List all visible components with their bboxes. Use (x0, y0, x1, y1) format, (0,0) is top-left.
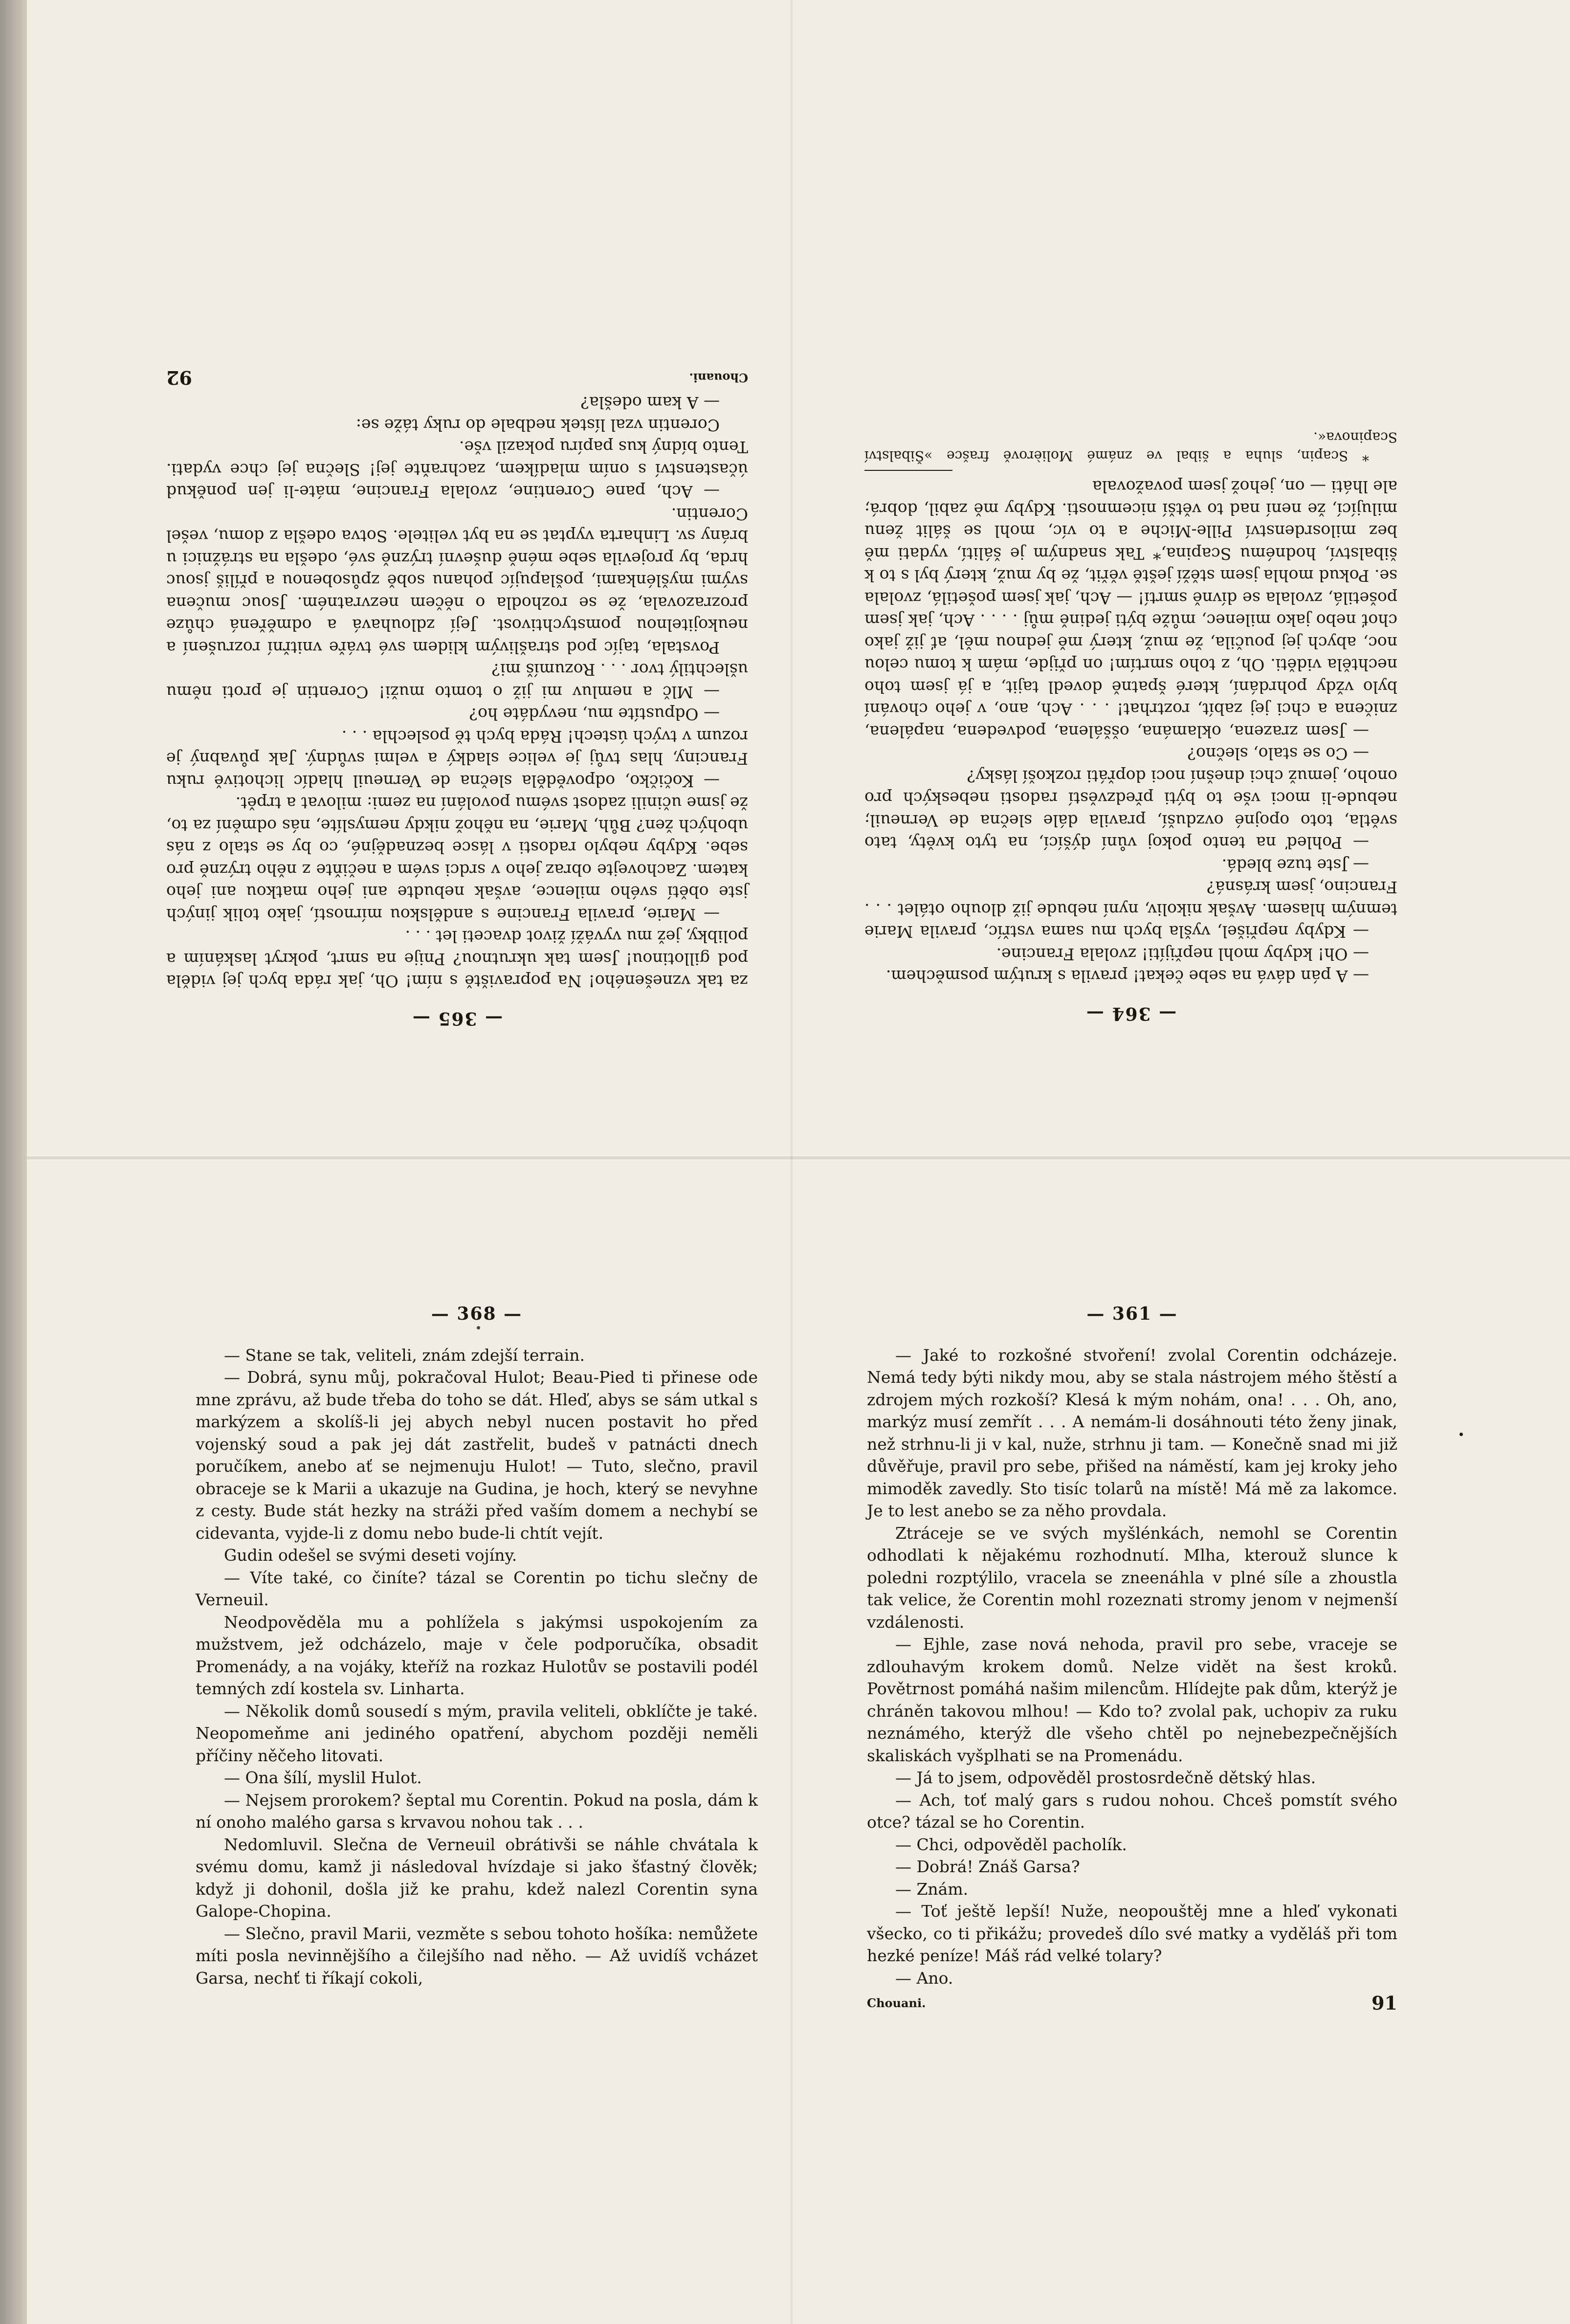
paragraph: — Odpustíte mu, nevydáte ho? (469, 705, 720, 724)
paragraph: — Kočičko, odpověděla slečna de Verneuil hladíc lichotivě ruku Franciny, hlas tvůj je velice sladký a velmi svůdný. Jak půvabný je rozum v tvých ústech! Ráda bych tě poslechla . . . (166, 727, 748, 791)
signature-mark: Chouani. (867, 1996, 926, 2010)
paragraph: — Toť ještě lepší! Nuže, neopouštěj mne a hleď vykonati všecko, co ti přikážu; provedeš dílo své matky a vyděláš při tom hezké peníze! Máš rád velké tolary? (867, 1902, 1397, 1965)
paragraph: — Mlč a nemluv mi již o tomto muži! Corentin je proti němu ušlechtilý tvor . . . Rozumíš mi? (166, 660, 748, 702)
paragraph: Gudin odešel se svými deseti vojíny. (224, 1546, 517, 1565)
horizontal-fold (27, 1156, 1570, 1159)
paragraph: — Co se stalo, slečno? (1187, 744, 1369, 764)
paragraph: — Chci, odpověděl pacholík. (895, 1835, 1127, 1854)
page-361 (867, 1303, 1397, 2071)
page-number: — 368 — (431, 1304, 523, 1324)
paragraph: Povstala, tajíc pod strašlivým klidem své tváře vnitřní rozrušení a neukojitelnou pomstychtivost. Její zdlouhavá a odměřená chůze prozrazovala, že se rozhodla o něčem nezvratném. Jsouc mučena svými myšlénkami, pošlapujíc pohanu sobě způsobenou a příliš jsouc hrda, by projevila sebe méně duševní trýzně své, odešla na strážnici u brány sv. Linharta vyptat se na byt velitele. Sotva odešla z domu, vešel Corentin. (166, 505, 748, 657)
paragraph: — Ach, pane Corentine, zvolala Francine, máte-li jen poněkud účastenství s oním mladíkem, zachraňte jej! Slečna jej chce vydati. Tento bídný kus papíru pokazil vše. (166, 438, 748, 502)
paragraph: — A kam odešla? (580, 393, 720, 413)
book-binding-edge (0, 0, 27, 2324)
page-368 (196, 1303, 758, 2154)
footnote-rule (864, 470, 952, 471)
footnote: * Scapin, sluha a šibal ve známé Molièrově frašce »Šibalství Scapinova«. (864, 429, 1397, 464)
paragraph: — Oh! kdyby mohl nepřijíti! zvolala Francine. (996, 945, 1369, 964)
paragraph: — Ona šílí, myslil Hulot. (224, 1768, 422, 1787)
page-footer (166, 367, 748, 389)
paragraph: — A pán dává na sebe čekat! pravila s krutým posměchem. (885, 967, 1369, 986)
paragraph: — Několik domů sousedí s mým, pravila veliteli, obklíčte je také. Neopomeňme ani jediného opatření, abychom později neměli příčiny něčeho litovati. (196, 1701, 758, 1765)
paragraph: Nedomluvil. Slečna de Verneuil obrátivši se náhle chvátala k svému domu, kamž ji následoval hvízdaje si jako šťastný člověk; když ji dohonil, došla již ke prahu, kdež nalezl Corentin syna Galope-Chopina. (196, 1835, 758, 1921)
paragraph: — Slečno, pravil Marii, vezměte s sebou tohoto hošíka: nemůžete míti posla nevinnějšího a čilejšího nad něho. — Až uvidíš vcházet Garsa, nechť ti říkají cokoli, (196, 1924, 758, 1988)
paragraph: za tak vznešeného! Na popraviště s ním! Oh, jak ráda bych jej viděla pod gillotinou! Jsem tak ukrutnou? Pnije na smrt, pokryt laskáním a polibky, jež mu vyváží život dvaceti let . . . (166, 927, 748, 991)
page-number: — 361 — (1086, 1304, 1178, 1324)
paragraph: — Pohleď na tento pokoj vůní dýšící, na tyto květy, tato světla, toto opojné ovzduší, pravila dále slečna de Verneuil; nebude-li moci vše to býti předzvěstí radosti nebeských pro onoho, jemuž chci dnešní noci dopřáti rozkoší lásky? (864, 767, 1397, 853)
paragraph: — Jaké to rozkošné stvoření! zvolal Corentin odcházeje. Nemá tedy býti nikdy mou, aby se stala nástrojem mého štěstí a zdrojem mých rozkoší? Klesá k mým nohám, ona! . . . Oh, ano, markýz musí zemřít . . . A nemám-li dosáhnouti této ženy jinak, než strhnu-li ji v kal, nuže, strhnu ji tam. — Konečně snad mi již důvěřuje, pravil pro sebe, přišed na náměstí, kam jej kroky jeho mimoděk zavedly. Sto tisíc tolarů na místě! Má mě za lakomce. Je to lest anebo se za něho provdala. (867, 1345, 1397, 1520)
stray-mark (1459, 1433, 1463, 1436)
paragraph: — Ejhle, zase nová nehoda, pravil pro sebe, vraceje se zdlouhavým krokem domů. Nelze vidět na šest kroků. Povětrnost pomáhá našim milencům. Hlídejte pak dům, kterýž je chráněn takovou mlhou! — Kdo to? zvolal pak, uchopiv za ruku neznámého, kterýž dle všeho chtěl po nejnebezpečnějších skaliskách vyšplhati se na Promenádu. (867, 1635, 1397, 1765)
paragraph: Ztráceje se ve svých myšlénkách, nemohl se Corentin odhodlati k nějakému rozhodnutí. Mlha, kterouž slunce k poledni rozptýlilo, vracela se zneenáhla v plné síle a zhoustla tak velice, že Corentin mohl rozeznati stromy jenom v nejmenší vzdálenosti. (867, 1523, 1397, 1632)
paragraph: — Víte také, co činíte? tázal se Corentin po tichu slečny de Verneuil. (196, 1568, 758, 1609)
paragraph: — Kdyby nepřišel, vyšla bych mu sama vstříc, pravila Marie temným hlasem. Avšak nikoliv, nyní nebude již dlouho otálet . . . Francino, jsem krásná? (864, 878, 1397, 942)
paragraph: — Ach, toť malý gars s rudou nohou. Chceš pomstít svého otce? tázal se ho Corentin. (867, 1790, 1397, 1832)
paragraph: — Znám. (895, 1879, 969, 1899)
signature-mark: Chouani. (689, 371, 748, 385)
leaf-number: 92 (166, 367, 192, 389)
page-footer (867, 1992, 1397, 2014)
paragraph: — Dobrá! Znáš Garsa? (895, 1857, 1080, 1876)
paragraph: — Marie, pravila Francine s andělskou mírností, jako tolik jiných jste obětí svého milence, avšak nebudte ani jeho matkou ani jeho katem. Zachovejte obraz jeho v srdci svém a nečiňte z něho trýzně pro sebe. Kdyby nebylo radosti v lásce beznadějné, co by se stalo z nás ubohých žen? Bůh, Marie, na něhož nikdy nemyslíte, nás odmění za to, že jsme učinili zadost svému povolání na zemi: milovat a trpět. (166, 794, 748, 924)
leaf-number: 91 (1371, 1992, 1397, 2014)
page-364 (864, 262, 1397, 1024)
paragraph: — Jste tuze bledá. (1221, 856, 1369, 875)
paragraph: — Ano. (895, 1968, 953, 1988)
paragraph: — Dobrá, synu můj, pokračoval Hulot; Beau-Pied ti přinese ode mne zprávu, až bude třeba do toho se dát. Hleď, abys se sám utkal s markýzem a skolíš-li jej abych nebyl nucen postavit ho před vojenský soud a pak jej dát zastřelit, budeš v patnácti dnech poručíkem, anebo ať se nejmenuju Hulot! — Tuto, slečno, pravil obraceje se k Marii a ukazuje na Gudina, je hoch, který se nevyhne z cesty. Bude stát hezky na stráži před vaším domem a nechybí se cidevanta, vyjde-li z domu nebo bude-li chtít vejít. (196, 1368, 758, 1543)
paragraph: Neodpověděla mu a pohlížela s jakýmsi uspokojením za mužstvem, jež odcházelo, maje v čele podporučíka, obsadit Promenády, a na vojáky, kteříž na rozkaz Hulotův se postavili podél temných zdí kostela sv. Linharta. (196, 1612, 758, 1698)
paragraph: — Stane se tak, veliteli, znám zdejší terrain. (224, 1345, 585, 1365)
paragraph: — Jsem zrazena, oklamána, oššálena, podvedena, napálena, zničena a chci jej zabít, roztrhat! . . . Ach, ano, v jeho chování bylo vždy pohrdání, které špatně dovedl tajit, a já jsem toho nechtěla viděti. Oh, z toho smrtím! on přijde, mám k tomu celou noc, abych jej poučila, že muž, který mě jednou měl, ať již jako choť nebo jako milenec, může býti jedině můj . . . . Ach, jak jsem pošetilá, zvolala se dívně smrtí! — Ach, jak jsem pošetilá, zvolala se. Pokud mohla jsem stěží ještě věřit, že by muž, který byl s to k šibalství, hodnému Scapina,* Tak snadným je šálití, vydati mě bez milosrdenství Pille-Miche a to víc, mohl se šálit ženu milující, že není nad to větší nicemnosti. Kdyby mě zabil, dobrá; ale lháti — on, jehož jsem považovala (864, 477, 1397, 741)
page-number: — 364 — (1085, 1003, 1177, 1024)
vertical-fold (791, 0, 793, 2324)
paragraph: — Já to jsem, odpověděl prostosrdečně dětský hlas. (895, 1768, 1316, 1787)
paragraph: Corentin vzal lístek nedbale do ruky táže se: (355, 416, 720, 435)
page-365 (166, 257, 748, 1029)
page-number: — 365 — (411, 1008, 503, 1029)
paragraph: — Nejsem prorokem? šeptal mu Corentin. Pokud na posla, dám k ní onoho malého garsa s krvavou nohou tak . . . (196, 1790, 758, 1832)
